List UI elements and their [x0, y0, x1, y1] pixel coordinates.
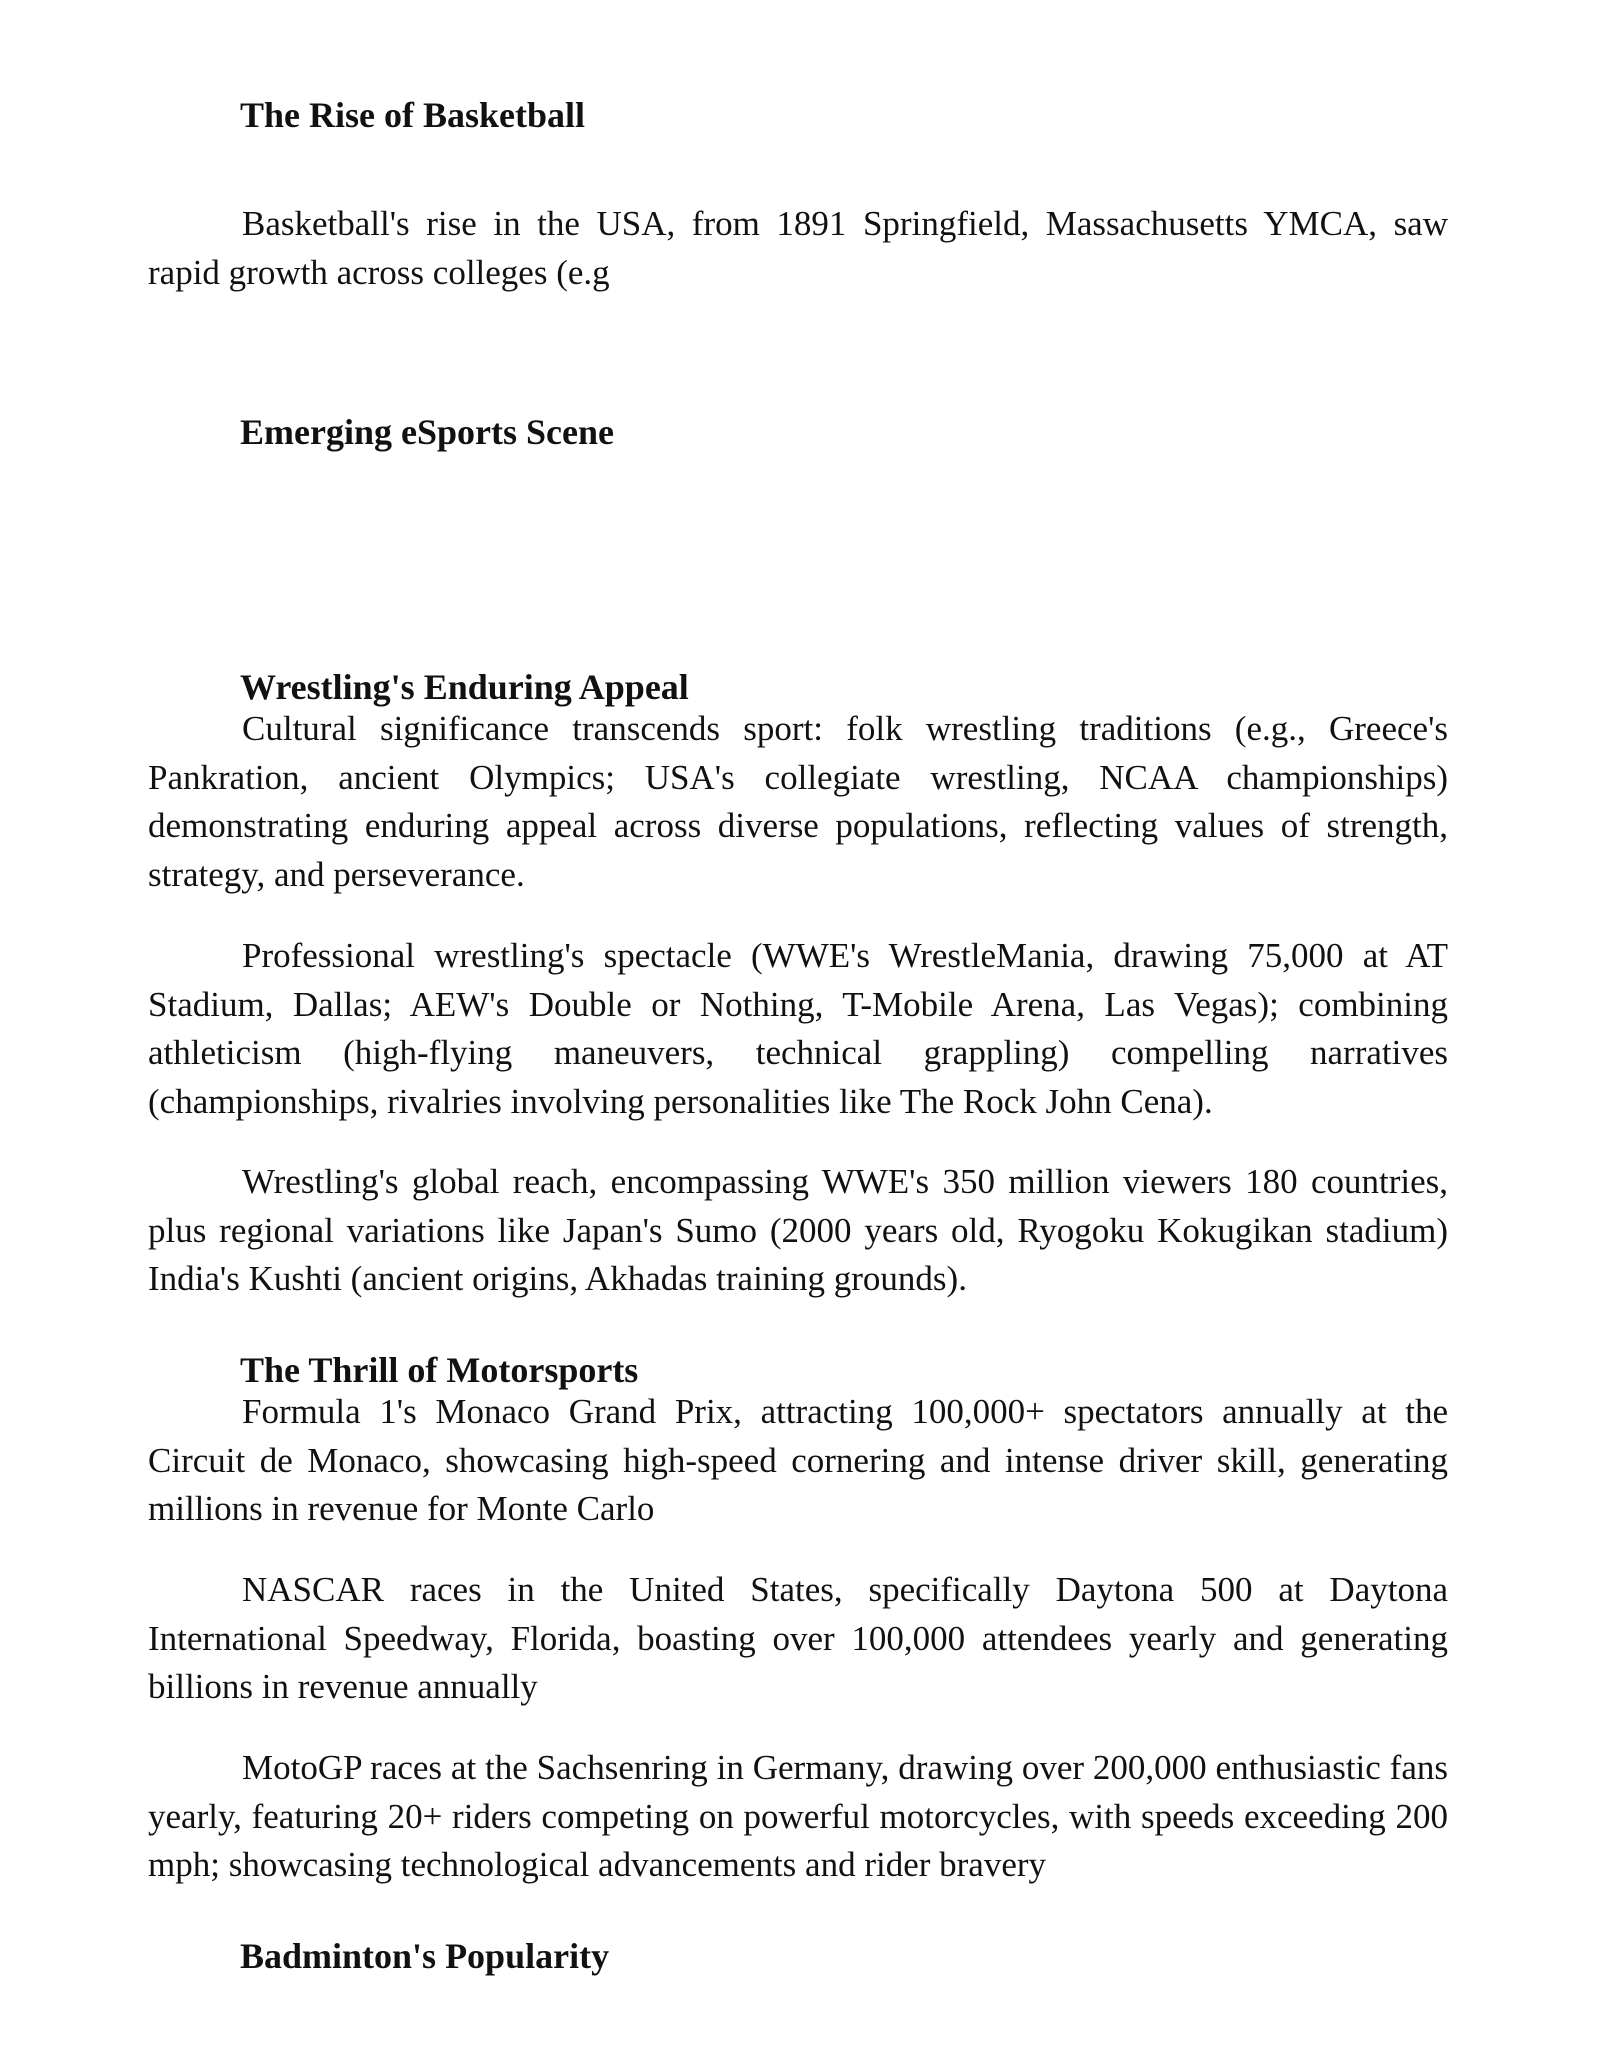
- heading-basketball: The Rise of Basketball: [240, 95, 586, 135]
- heading-motorsports: The Thrill of Motorsports: [240, 1350, 639, 1390]
- paragraph-wrestling-3: Wrestling's global reach, encompassing WWE's 350 million viewers 180 countries, plus regional variations like Japan's Sumo (2000 years old, Ryogoku Kokugikan stadium) India's Kushti (ancient origins, Akhadas training grounds).: [148, 1162, 1448, 1298]
- heading-wrestling: Wrestling's Enduring Appeal: [240, 667, 689, 707]
- paragraph-wrestling-1: Cultural significance transcends sport: folk wrestling traditions (e.g., Greece's Pankration, ancient Olympics; USA's collegiate wrestling, NCAA championships) demonstrating enduring appeal across diverse populations, reflecting values of strength, strategy, and perseverance.: [148, 709, 1448, 894]
- heading-esports: Emerging eSports Scene: [240, 412, 614, 452]
- paragraph-motorsports-2: NASCAR races in the United States, specifically Daytona 500 at Daytona International Speedway, Florida, boasting over 100,000 attendees yearly and generating billions in revenue annually: [148, 1570, 1448, 1706]
- paragraph-wrestling-2: Professional wrestling's spectacle (WWE's WrestleMania, drawing 75,000 at AT Stadium, Dallas; AEW's Double or Nothing, T-Mobile Arena, Las Vegas); combining athleticism (high-flying maneuvers, technical grappling) compelling narratives (championships, rivalries involving personalities like The Rock John Cena).: [148, 936, 1448, 1121]
- paragraph-motorsports-1: Formula 1's Monaco Grand Prix, attracting 100,000+ spectators annually at the Circuit de Monaco, showcasing high-speed cornering and intense driver skill, generating millions in revenue for Monte Carlo: [148, 1392, 1448, 1528]
- heading-badminton: Badminton's Popularity: [240, 1936, 610, 1976]
- paragraph-motorsports-3: MotoGP races at the Sachsenring in Germany, drawing over 200,000 enthusiastic fans yearly, featuring 20+ riders competing on powerful motorcycles, with speeds exceeding 200 mph; showcasing technological advancements and rider bravery: [148, 1748, 1448, 1884]
- paragraph-basketball: Basketball's rise in the USA, from 1891 Springfield, Massachusetts YMCA, saw rapid growth across colleges (e.g: [148, 204, 1448, 292]
